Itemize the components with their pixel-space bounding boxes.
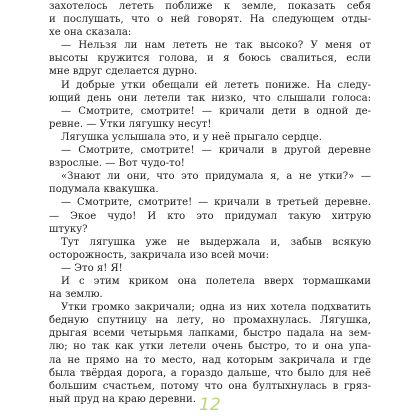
text-line: и послушать, что о ней говорят. На следующем отды- (49, 14, 371, 26)
text-line: лю; но так как утки летели очень быстро, то и она упа- (49, 341, 371, 353)
text-line: И с этим криком она полетела вверх тормашками (61, 275, 371, 287)
text-line: — Экое чудо! И кто это придумал такую хитрую (49, 210, 371, 222)
text-line: была твёрдая дорога, а гораздо дальше, что было для неё (49, 367, 371, 379)
text-line: — Смотрите, смотрите! — кричали дети в одной де- (61, 105, 371, 117)
text-line: мне вдруг сделается дурно. (49, 66, 198, 78)
text-line: — Смотрите, смотрите! — кричали в третьей деревне. (61, 197, 371, 209)
text-line: взрослые. — Вот чудо-то! (49, 158, 185, 170)
text-line: штуку? (49, 223, 88, 235)
book-page-text (49, 0, 371, 406)
page-number: 12 (199, 395, 221, 415)
text-line: бедную спутницу на лету, но промахнулась. Лягушка, (49, 315, 371, 327)
text-line: большим счастьем, потому что она бултыхнулась в гряз- (49, 380, 371, 392)
text-line: Тут лягушка уже не выдержала и, забыв всякую (61, 236, 371, 248)
text-line: ла не прямо на то место, над которым закричала и где (49, 354, 371, 366)
text-line: — Это я! Я! (61, 262, 123, 274)
text-line: И добрые утки обещали ей лететь пониже. На следу- (61, 79, 371, 91)
text-line: высоты кружится голова, и я боюсь свалиться, если (49, 53, 371, 65)
text-line: — Нельзя ли нам лететь не так высоко? У меня от (61, 40, 371, 52)
text-line: на землю. (49, 289, 103, 301)
text-line: «Знают ли они, что это придумала я, а не утки?» — (61, 171, 371, 183)
text-line: ющий день они летели так низко, что слышали голоса: (49, 92, 371, 104)
text-line: ревне. — Утки лягушку несут! (49, 118, 212, 130)
text-line: подумала квакушка. (49, 184, 159, 196)
text-line: ный пруд на краю деревни. (49, 393, 196, 405)
text-line: Утки громко закричали; одна из них хотела подхватить (61, 302, 371, 314)
text-line: дрыгая всеми четырьмя лапками, быстро падала на зем- (49, 328, 371, 340)
text-line: осторожность, закричала изо всей мочи: (49, 249, 270, 261)
text-line: — Смотрите, смотрите! — кричали в другой деревне (61, 145, 371, 157)
text-line: хе она сказала: (49, 27, 132, 39)
text-line: захотелось лететь поближе к земле, показать себя (49, 1, 371, 12)
text-line: Лягушка услышала это, и у неё прыгало сердце. (61, 131, 322, 143)
